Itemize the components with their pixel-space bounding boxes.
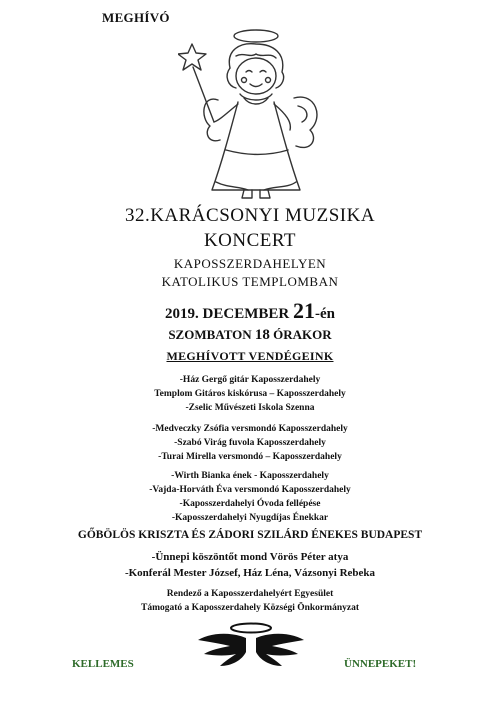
event-location-line1: KAPOSSZERDAHELYEN [173, 256, 327, 271]
guest-line: -Wirth Bianka ének - Kaposszerdahely [171, 471, 329, 481]
page-title: MEGHÍVÓ [102, 10, 170, 25]
guest-line: -Kaposszerdahelyi Óvoda fellépése [179, 499, 321, 509]
footer-greeting-left: KELLEMES [72, 658, 134, 670]
event-date [0, 298, 500, 324]
guest-line: -Zselic Művészeti Iskola Szenna [185, 403, 315, 413]
event-time [0, 327, 500, 344]
guest-line: -Turai Mirella versmondó – Kaposszerdahely [158, 452, 342, 462]
guest-line: -Vajda-Horváth Éva versmondó Kaposszerdahely [149, 485, 351, 495]
organizer-line: Támogató a Kaposszerdahely Községi Önkormányzat [141, 603, 359, 613]
event-title-line2: KONCERT [203, 230, 297, 251]
program-line: -Ünnepi köszöntőt mond Vörös Péter atya [151, 551, 349, 563]
event-date-day: 21 [292, 298, 315, 323]
event-time-prefix: SZOMBATON [168, 327, 255, 342]
guest-line: -Medveczky Zsófia versmondó Kaposszerdahely [152, 424, 348, 434]
guest-line: Templom Gitáros kiskórusa – Kaposszerdahely [154, 389, 346, 399]
guest-line: -Ház Gergő gitár Kaposszerdahely [179, 375, 321, 385]
footer-greeting-right: ÜNNEPEKET! [344, 658, 417, 670]
organizer-line: Rendező a Kaposszerdahelyért Egyesület [166, 589, 334, 599]
featured-performers: GŐBÖLÖS KRISZTA ÉS ZÁDORI SZILÁRD ÉNEKES BUDAPEST [77, 529, 423, 541]
event-time-hour: 18 [254, 327, 270, 343]
event-date-prefix: 2019. DECEMBER [165, 306, 293, 322]
event-date-suffix: -én [314, 306, 335, 322]
angel-with-star-wand-icon [178, 22, 328, 202]
guest-line: -Kaposszerdahelyi Nyugdíjas Énekkar [171, 513, 329, 523]
guests-heading: MEGHÍVOTT VENDÉGEINK [166, 349, 334, 363]
event-location-line2: KATOLIKUS TEMPLOMBAN [161, 274, 339, 289]
halo-wings-icon [196, 620, 306, 670]
program-line: -Konferál Mester József, Ház Léna, Vázsonyi Rebeka [124, 567, 376, 579]
event-title-line1: 32.KARÁCSONYI MUZSIKA [124, 205, 376, 226]
event-time-suffix: ÓRAKOR [269, 327, 332, 342]
guest-line: -Szabó Virág fuvola Kaposszerdahely [174, 438, 326, 448]
